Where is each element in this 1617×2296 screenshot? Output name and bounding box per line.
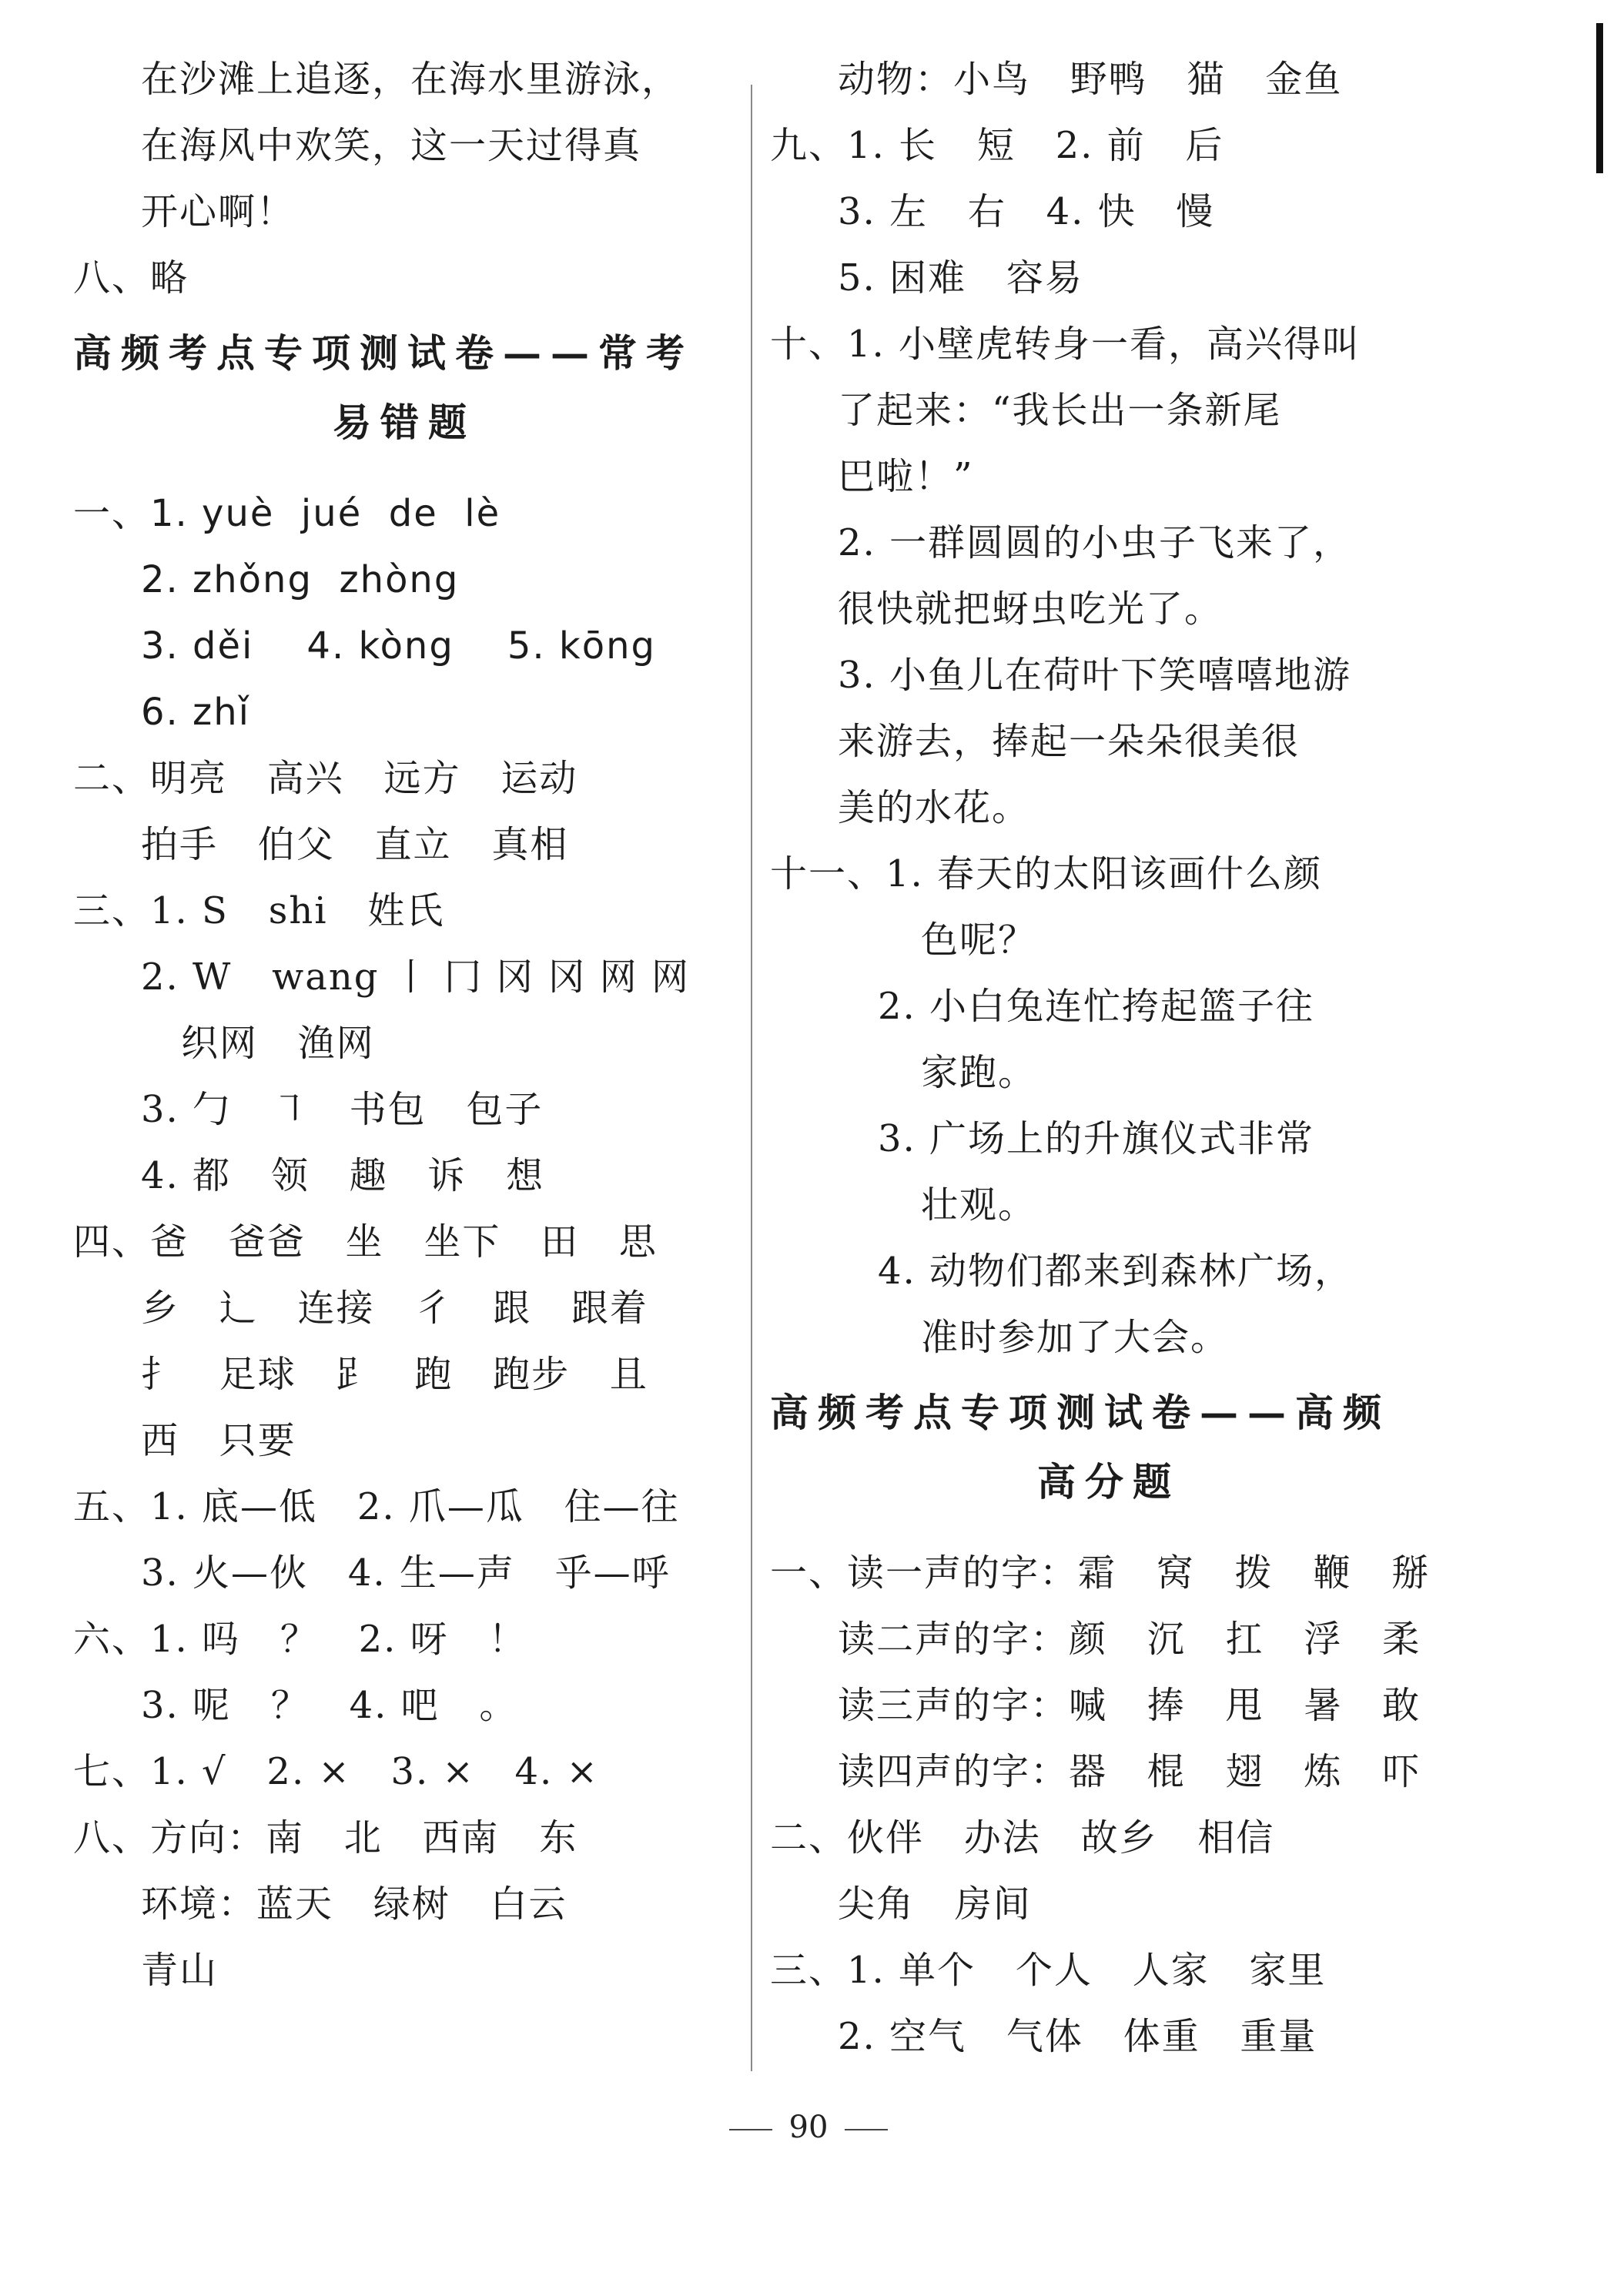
answer-line: 在海风中欢笑，这一天过得真 — [141, 124, 642, 167]
answer-line: 来游去，捧起一朵朵很美很 — [838, 720, 1301, 763]
answer-line: 二、明亮 高兴 远方 运动 — [73, 757, 578, 800]
answer-line: 巴啦！” — [838, 455, 974, 498]
page-number-dash — [729, 2129, 772, 2130]
answer-line: 西 只要 — [141, 1419, 296, 1462]
answer-line: 2. 空气 气体 体重 重量 — [838, 2015, 1317, 2058]
answer-line: 八、略 — [73, 256, 189, 300]
answer-line: 3. 勹 ㇕ 书包 包子 — [141, 1088, 544, 1131]
answer-line: 环境：蓝天 绿树 白云 — [141, 1883, 567, 1926]
answer-line: 二、伙伴 办法 故乡 相信 — [770, 1816, 1275, 1859]
answer-line: 3. 广场上的升旗仪式非常 — [878, 1117, 1315, 1160]
answer-line: 3. 左 右 4. 快 慢 — [838, 190, 1215, 233]
answer-line: 十、1. 小壁虎转身一看，高兴得叫 — [770, 323, 1361, 366]
answer-line: 了起来：“我长出一条新尾 — [838, 389, 1282, 432]
answer-line: 尖角 房间 — [838, 1883, 1032, 1926]
answer-line: 色呢？ — [921, 919, 1037, 962]
answer-line: 十一、1. 春天的太阳该画什么颜 — [770, 852, 1323, 895]
answer-line: 青山 — [141, 1949, 219, 1992]
answer-line: 八、方向：南 北 西南 东 — [73, 1816, 578, 1859]
answer-line: 动物：小鸟 野鸭 猫 金鱼 — [838, 58, 1343, 101]
answer-line: 读三声的字：喊 捧 甩 暑 敢 — [838, 1684, 1421, 1727]
section-title: 高频考点专项测试卷——常考 — [73, 330, 694, 376]
answer-line: 2. W wang 丨 冂 冈 冈 网 网 — [141, 956, 691, 999]
scan-edge-mark — [1596, 23, 1603, 173]
answer-line: 读四声的字：器 棍 翅 炼 吓 — [838, 1750, 1421, 1793]
answer-line: 在沙滩上追逐，在海水里游泳， — [141, 58, 681, 101]
answer-line: 六、1. 吗 ？ 2. 呀 ！ — [73, 1618, 527, 1661]
answer-line: 4. 都 领 趣 诉 想 — [141, 1154, 545, 1197]
answer-line: 2. zhǒng zhòng — [141, 558, 460, 601]
page-number-dash — [845, 2129, 888, 2130]
answer-line: 拍手 伯父 直立 真相 — [141, 823, 569, 866]
answer-line: 美的水花。 — [838, 786, 1031, 829]
answer-line: 3. 小鱼儿在荷叶下笑嘻嘻地游 — [838, 654, 1352, 697]
answer-line: 2. 一群圆圆的小虫子飞来了， — [838, 521, 1352, 564]
section-title: 易错题 — [333, 400, 476, 445]
answer-line: 2. 小白兔连忙挎起篮子往 — [878, 985, 1315, 1028]
answer-line: 五、1. 底—低 2. 爪—瓜 住—往 — [73, 1485, 680, 1528]
page-number-text: 90 — [788, 2110, 829, 2145]
answer-line: 准时参加了大会。 — [921, 1316, 1230, 1359]
answer-line: 三、1. S shi 姓氏 — [73, 889, 445, 932]
answer-line: 织网 渔网 — [181, 1022, 375, 1065]
answer-line: 九、1. 长 短 2. 前 后 — [770, 124, 1224, 167]
answer-line: 3. děi 4. kòng 5. kōng — [141, 624, 656, 668]
answer-line: 6. zhǐ — [141, 691, 251, 734]
section-title: 高分题 — [1037, 1459, 1180, 1504]
answer-line: 读二声的字：颜 沉 扛 浮 柔 — [838, 1618, 1421, 1661]
answer-line: 3. 火—伙 4. 生—声 乎—呼 — [141, 1551, 671, 1595]
answer-line: 很快就把蚜虫吃光了。 — [838, 587, 1224, 631]
answer-line: 七、1. √ 2. × 3. × 4. × — [73, 1750, 599, 1793]
answer-line: 3. 呢 ？ 4. 吧 。 — [141, 1684, 518, 1727]
answer-line: 4. 动物们都来到森林广场， — [878, 1250, 1354, 1293]
answer-line: 家跑。 — [921, 1051, 1037, 1094]
right-column — [770, 46, 1448, 2070]
answer-line: 四、爸 爸爸 坐 坐下 田 思 — [73, 1220, 658, 1263]
page-number — [0, 2110, 1617, 2145]
left-column — [73, 46, 735, 2003]
answer-line: 一、1. yuè jué de lè — [73, 492, 501, 535]
answer-line: 三、1. 单个 个人 人家 家里 — [770, 1949, 1327, 1992]
answer-line: 乡 辶 连接 彳 跟 跟着 — [141, 1287, 648, 1330]
answer-line: 一、读一声的字：霜 窝 拨 鞭 掰 — [770, 1551, 1431, 1595]
section-title: 高频考点专项测试卷——高频 — [770, 1390, 1391, 1435]
answer-line: 5. 困难 容易 — [838, 256, 1083, 300]
answer-line: 扌 足球 𧾷 跑 跑步 且 — [141, 1353, 648, 1396]
column-divider — [751, 85, 752, 2071]
answer-line: 壮观。 — [921, 1183, 1037, 1227]
answer-line: 开心啊！ — [141, 190, 296, 233]
